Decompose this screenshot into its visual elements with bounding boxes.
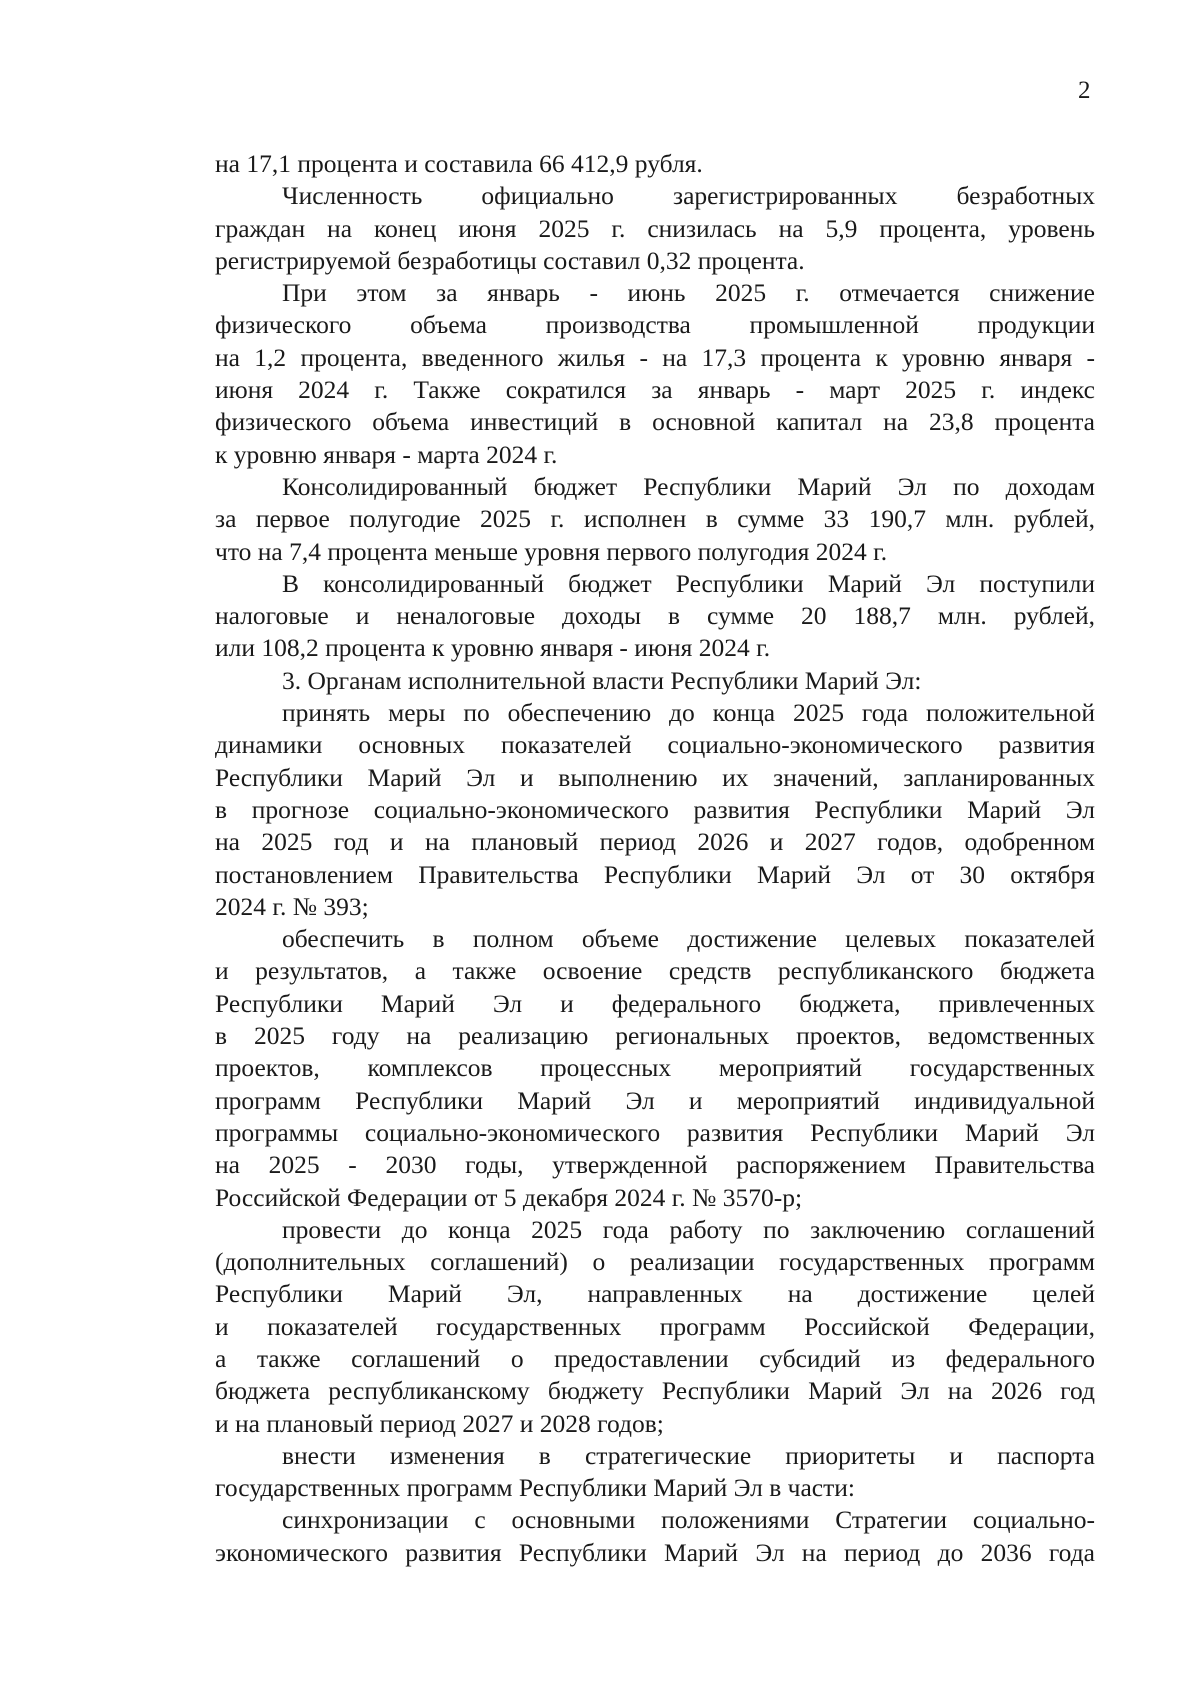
text-line: экономического развития Республики Марий Эл на период до 2036 года: [215, 1537, 1095, 1567]
text-line: Республики Марий Эл и федерального бюджета, привлеченных: [215, 988, 1095, 1018]
paragraph: [215, 665, 1095, 697]
text-line: внести изменения в стратегические приоритеты и паспорта: [282, 1440, 1095, 1470]
document-body: [215, 148, 1095, 1569]
text-line: Российской Федерации от 5 декабря 2024 г. № 3570-р;: [215, 1182, 803, 1212]
text-line: на 1,2 процента, введенного жилья - на 17,3 процента к уровню января -: [215, 342, 1095, 372]
text-line: принять меры по обеспечению до конца 2025 года положительной: [282, 698, 1095, 728]
text-line: на 2025 - 2030 годы, утвержденной распоряжением Правительства: [215, 1150, 1095, 1180]
text-line: или 108,2 процента к уровню января - июня 2024 г.: [215, 633, 771, 663]
text-line: программ Республики Марий Эл и мероприятий индивидуальной: [215, 1085, 1095, 1115]
text-line: провести до конца 2025 года работу по заключению соглашений: [282, 1214, 1095, 1244]
page-number: 2: [1078, 77, 1091, 104]
text-line: динамики основных показателей социально-экономического развития: [215, 730, 1095, 760]
text-line: Республики Марий Эл, направленных на достижение целей: [215, 1279, 1095, 1309]
text-line: физического объема инвестиций в основной капитал на 23,8 процента: [215, 407, 1095, 437]
text-line: а также соглашений о предоставлении субсидий из федерального: [215, 1343, 1095, 1373]
paragraph: [215, 1214, 1095, 1440]
text-line: физического объема производства промышленной продукции: [215, 310, 1095, 340]
text-line: что на 7,4 процента меньше уровня первого полугодия 2024 г.: [215, 536, 888, 566]
paragraph: [215, 277, 1095, 471]
text-line: в 2025 году на реализацию региональных проектов, ведомственных: [215, 1021, 1095, 1051]
text-line: и на плановый период 2027 и 2028 годов;: [215, 1408, 664, 1438]
text-line: проектов, комплексов процессных мероприятий государственных: [215, 1053, 1095, 1083]
text-line: программы социально-экономического развития Республики Марий Эл: [215, 1117, 1095, 1147]
text-line: июня 2024 г. Также сократился за январь - март 2025 г. индекс: [215, 375, 1095, 405]
text-line: В консолидированный бюджет Республики Марий Эл поступили: [282, 568, 1095, 598]
text-line: на 2025 год и на плановый период 2026 и 2027 годов, одобренном: [215, 827, 1095, 857]
text-line: Численность официально зарегистрированных безработных: [282, 181, 1095, 211]
paragraph: [215, 568, 1095, 665]
paragraph: [215, 923, 1095, 1214]
text-line: Консолидированный бюджет Республики Марий Эл по доходам: [282, 471, 1095, 501]
paragraph: [215, 148, 1095, 180]
paragraph: [215, 697, 1095, 923]
text-line: Республики Марий Эл и выполнению их значений, запланированных: [215, 762, 1095, 792]
paragraph: [215, 180, 1095, 277]
paragraph: [215, 1504, 1095, 1569]
text-line: синхронизации с основными положениями Стратегии социально-: [282, 1505, 1095, 1535]
text-line: на 17,1 процента и составила 66 412,9 рубля.: [215, 149, 703, 178]
text-line: 3. Органам исполнительной власти Республики Марий Эл:: [282, 665, 922, 695]
text-line: налоговые и неналоговые доходы в сумме 20 188,7 млн. рублей,: [215, 601, 1095, 631]
text-line: в прогнозе социально-экономического развития Республики Марий Эл: [215, 794, 1095, 824]
text-line: При этом за январь - июнь 2025 г. отмечается снижение: [282, 278, 1095, 308]
text-line: к уровню января - марта 2024 г.: [215, 439, 558, 469]
text-line: и результатов, а также освоение средств республиканского бюджета: [215, 956, 1095, 986]
text-line: обеспечить в полном объеме достижение целевых показателей: [282, 924, 1095, 954]
text-line: (дополнительных соглашений) о реализации государственных программ: [215, 1247, 1095, 1277]
text-line: государственных программ Республики Марий Эл в части:: [215, 1473, 855, 1503]
text-line: бюджета республиканскому бюджету Республики Марий Эл на 2026 год: [215, 1376, 1095, 1406]
paragraph: [215, 1440, 1095, 1505]
text-line: постановлением Правительства Республики Марий Эл от 30 октября: [215, 859, 1095, 889]
text-line: 2024 г. № 393;: [215, 891, 369, 921]
paragraph: [215, 471, 1095, 568]
text-line: и показателей государственных программ Российской Федерации,: [215, 1311, 1095, 1341]
text-line: граждан на конец июня 2025 г. снизилась на 5,9 процента, уровень: [215, 213, 1095, 243]
text-line: за первое полугодие 2025 г. исполнен в сумме 33 190,7 млн. рублей,: [215, 504, 1095, 534]
text-line: регистрируемой безработицы составил 0,32 процента.: [215, 245, 805, 275]
